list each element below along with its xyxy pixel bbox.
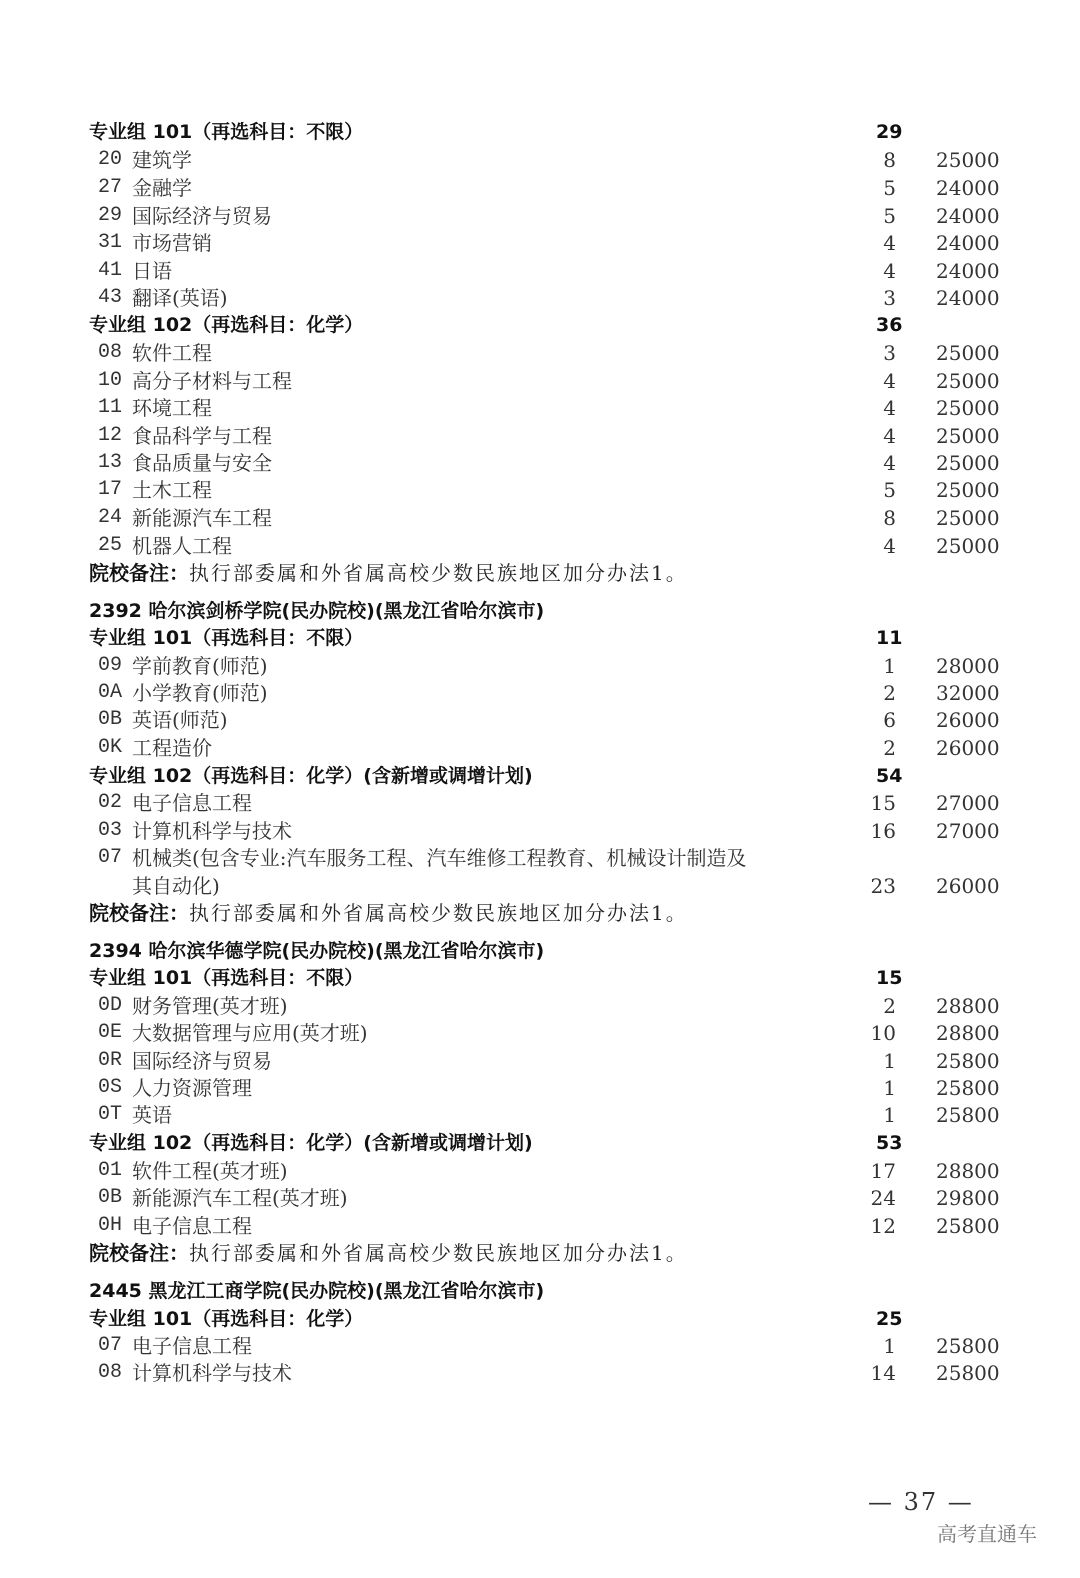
major-plan-count: 4 <box>883 231 896 255</box>
note-text: 执行部委属和外省属高校少数民族地区加分办法1。 <box>189 901 688 925</box>
major-name: 电子信息工程 <box>132 1214 252 1238</box>
major-plan-count: 24 <box>870 1186 896 1210</box>
major-code: 29 <box>98 204 123 227</box>
note-label: 院校备注： <box>89 1241 189 1265</box>
major-row <box>0 146 1080 174</box>
major-tuition: 25000 <box>936 506 1000 530</box>
major-plan-count: 5 <box>883 176 896 200</box>
major-plan-count: 1 <box>883 654 896 678</box>
major-code: 02 <box>98 791 123 814</box>
major-row <box>0 367 1080 395</box>
major-row <box>0 844 1080 872</box>
major-row <box>0 1184 1080 1212</box>
major-code: 43 <box>98 286 123 309</box>
major-tuition: 24000 <box>936 204 1000 228</box>
major-tuition: 29800 <box>936 1186 1000 1210</box>
major-name: 英语 <box>132 1103 172 1127</box>
major-row <box>0 202 1080 230</box>
major-tuition: 25000 <box>936 148 1000 172</box>
major-name: 市场营销 <box>132 231 212 255</box>
major-code: 0T <box>98 1103 123 1126</box>
major-code: 0B <box>98 1186 123 1209</box>
major-row <box>0 652 1080 680</box>
major-code: 07 <box>98 1334 123 1357</box>
major-row <box>0 174 1080 202</box>
major-name: 计算机科学与技术 <box>132 1361 292 1385</box>
major-plan-count: 4 <box>883 259 896 283</box>
major-name: 软件工程(英才班) <box>132 1159 288 1183</box>
major-row <box>0 339 1080 367</box>
major-row <box>0 449 1080 477</box>
major-plan-count: 2 <box>883 681 896 705</box>
major-plan-count: 12 <box>870 1214 896 1238</box>
major-name: 新能源汽车工程(英才班) <box>132 1186 348 1210</box>
major-tuition: 26000 <box>936 874 1000 898</box>
note-text: 执行部委属和外省属高校少数民族地区加分办法1。 <box>189 1241 688 1265</box>
major-plan-count: 17 <box>870 1159 896 1183</box>
major-tuition: 25000 <box>936 534 1000 558</box>
major-group-count: 11 <box>876 627 903 649</box>
major-plan-count: 3 <box>883 341 896 365</box>
major-row <box>0 706 1080 734</box>
major-code: 25 <box>98 534 123 557</box>
major-name: 电子信息工程 <box>132 791 252 815</box>
major-group-count: 53 <box>876 1132 903 1154</box>
school-header-row <box>0 937 1080 965</box>
major-tuition: 25800 <box>936 1076 1000 1100</box>
major-code: 0B <box>98 708 123 731</box>
major-name: 电子信息工程 <box>132 1334 252 1358</box>
major-row <box>0 1212 1080 1240</box>
major-plan-count: 4 <box>883 534 896 558</box>
major-row <box>0 229 1080 257</box>
major-tuition: 25000 <box>936 369 1000 393</box>
major-tuition: 25800 <box>936 1214 1000 1238</box>
major-tuition: 25000 <box>936 424 1000 448</box>
major-name: 食品质量与安全 <box>132 451 272 475</box>
major-code: 31 <box>98 231 123 254</box>
major-name: 建筑学 <box>132 148 192 172</box>
major-plan-count: 5 <box>883 478 896 502</box>
major-tuition: 28000 <box>936 654 1000 678</box>
major-tuition: 24000 <box>936 286 1000 310</box>
major-tuition: 25800 <box>936 1361 1000 1385</box>
note-label: 院校备注： <box>89 901 189 925</box>
major-name: 人力资源管理 <box>132 1076 252 1100</box>
major-tuition: 28800 <box>936 994 1000 1018</box>
school-note-row <box>0 559 1080 587</box>
major-code: 0R <box>98 1049 123 1072</box>
major-row <box>0 817 1080 845</box>
major-row <box>0 1047 1080 1075</box>
major-code: 0D <box>98 994 123 1017</box>
major-plan-count: 1 <box>883 1103 896 1127</box>
major-plan-count: 23 <box>870 874 896 898</box>
major-plan-count: 3 <box>883 286 896 310</box>
major-group-count: 25 <box>876 1308 903 1330</box>
major-plan-count: 6 <box>883 708 896 732</box>
major-plan-count: 2 <box>883 994 896 1018</box>
major-group-title: 专业组 101（再选科目：不限） <box>89 121 364 143</box>
major-row <box>0 532 1080 560</box>
major-plan-count: 4 <box>883 451 896 475</box>
major-row <box>0 257 1080 285</box>
major-name: 机器人工程 <box>132 534 232 558</box>
major-code: 12 <box>98 424 123 447</box>
major-plan-count: 5 <box>883 204 896 228</box>
major-tuition: 28800 <box>936 1021 1000 1045</box>
major-row <box>0 992 1080 1020</box>
major-tuition: 25800 <box>936 1049 1000 1073</box>
major-tuition: 24000 <box>936 259 1000 283</box>
major-code: 13 <box>98 451 123 474</box>
major-row <box>0 789 1080 817</box>
major-code: 08 <box>98 1361 123 1384</box>
major-group-title: 专业组 102（再选科目：化学）(含新增或调增计划) <box>89 765 533 787</box>
major-name: 机械类(包含专业:汽车服务工程、汽车维修工程教育、机械设计制造及 <box>132 846 747 870</box>
major-name: 小学教育(师范) <box>132 681 268 705</box>
major-name: 食品科学与工程 <box>132 424 272 448</box>
major-name: 国际经济与贸易 <box>132 1049 272 1073</box>
major-plan-count: 8 <box>883 148 896 172</box>
major-group-title: 专业组 101（再选科目：化学） <box>89 1308 364 1330</box>
major-tuition: 28800 <box>936 1159 1000 1183</box>
major-row <box>0 1332 1080 1360</box>
major-tuition: 25000 <box>936 478 1000 502</box>
major-tuition: 27000 <box>936 819 1000 843</box>
major-code: 10 <box>98 369 123 392</box>
major-group-title: 专业组 101（再选科目：不限） <box>89 967 364 989</box>
major-code: 24 <box>98 506 123 529</box>
major-tuition: 25000 <box>936 396 1000 420</box>
major-tuition: 25000 <box>936 451 1000 475</box>
major-plan-count: 1 <box>883 1076 896 1100</box>
major-row <box>0 872 1080 900</box>
major-name: 财务管理(英才班) <box>132 994 288 1018</box>
major-group-row <box>0 624 1080 652</box>
major-name: 国际经济与贸易 <box>132 204 272 228</box>
major-tuition: 25800 <box>936 1334 1000 1358</box>
major-name: 大数据管理与应用(英才班) <box>132 1021 368 1045</box>
school-title: 2394 哈尔滨华德学院(民办院校)(黑龙江省哈尔滨市) <box>89 940 545 962</box>
major-tuition: 25800 <box>936 1103 1000 1127</box>
major-group-row <box>0 762 1080 790</box>
note-label: 院校备注： <box>89 561 189 585</box>
major-code: 20 <box>98 148 123 171</box>
major-row <box>0 734 1080 762</box>
school-note-row <box>0 1239 1080 1267</box>
major-row <box>0 476 1080 504</box>
major-name: 土木工程 <box>132 478 212 502</box>
major-plan-count: 1 <box>883 1334 896 1358</box>
school-header-row <box>0 1277 1080 1305</box>
major-group-row <box>0 311 1080 339</box>
school-note <box>89 899 688 928</box>
major-row <box>0 422 1080 450</box>
major-group-count: 54 <box>876 765 903 787</box>
page-number: — 37 — <box>868 1488 974 1516</box>
school-note-row <box>0 899 1080 927</box>
major-code: 41 <box>98 259 123 282</box>
major-tuition: 24000 <box>936 176 1000 200</box>
major-group-row <box>0 964 1080 992</box>
school-title: 2445 黑龙江工商学院(民办院校)(黑龙江省哈尔滨市) <box>89 1280 545 1302</box>
major-group-title: 专业组 102（再选科目：化学）(含新增或调增计划) <box>89 1132 533 1154</box>
major-group-count: 36 <box>876 314 903 336</box>
major-group-row <box>0 1305 1080 1333</box>
major-tuition: 25000 <box>936 341 1000 365</box>
major-code: 07 <box>98 846 123 869</box>
major-name: 新能源汽车工程 <box>132 506 272 530</box>
major-row <box>0 1019 1080 1047</box>
watermark: 高考直通车 <box>937 1522 1037 1546</box>
major-plan-count: 8 <box>883 506 896 530</box>
major-code: 08 <box>98 341 123 364</box>
major-code: 0H <box>98 1214 123 1237</box>
major-plan-count: 2 <box>883 736 896 760</box>
major-code: 09 <box>98 654 123 677</box>
major-row <box>0 1359 1080 1387</box>
major-name: 学前教育(师范) <box>132 654 268 678</box>
major-tuition: 32000 <box>936 681 1000 705</box>
major-name: 计算机科学与技术 <box>132 819 292 843</box>
major-name: 软件工程 <box>132 341 212 365</box>
major-code: 03 <box>98 819 123 842</box>
major-plan-count: 10 <box>870 1021 896 1045</box>
major-plan-count: 1 <box>883 1049 896 1073</box>
major-tuition: 27000 <box>936 791 1000 815</box>
major-row <box>0 1157 1080 1185</box>
major-name: 日语 <box>132 259 172 283</box>
major-group-row <box>0 118 1080 146</box>
major-code: 27 <box>98 176 123 199</box>
major-group-count: 29 <box>876 121 903 143</box>
major-name: 金融学 <box>132 176 192 200</box>
major-code: 17 <box>98 478 123 501</box>
note-text: 执行部委属和外省属高校少数民族地区加分办法1。 <box>189 561 688 585</box>
major-name: 工程造价 <box>132 736 212 760</box>
major-name: 英语(师范) <box>132 708 228 732</box>
major-group-count: 15 <box>876 967 903 989</box>
major-group-row <box>0 1129 1080 1157</box>
major-plan-count: 14 <box>870 1361 896 1385</box>
major-plan-count: 16 <box>870 819 896 843</box>
major-group-title: 专业组 102（再选科目：化学） <box>89 314 364 336</box>
major-code: 0A <box>98 681 123 704</box>
major-code: 0S <box>98 1076 123 1099</box>
major-tuition: 24000 <box>936 231 1000 255</box>
major-code: 0E <box>98 1021 123 1044</box>
major-plan-count: 15 <box>870 791 896 815</box>
major-name: 高分子材料与工程 <box>132 369 292 393</box>
major-group-title: 专业组 101（再选科目：不限） <box>89 627 364 649</box>
major-code: 01 <box>98 1159 123 1182</box>
major-plan-count: 4 <box>883 424 896 448</box>
school-header-row <box>0 597 1080 625</box>
major-name: 环境工程 <box>132 396 212 420</box>
major-row <box>0 394 1080 422</box>
major-name: 其自动化) <box>132 874 220 898</box>
major-row <box>0 1074 1080 1102</box>
major-row <box>0 1101 1080 1129</box>
major-plan-count: 4 <box>883 369 896 393</box>
major-row <box>0 679 1080 707</box>
major-plan-count: 4 <box>883 396 896 420</box>
major-code: 0K <box>98 736 123 759</box>
major-name: 翻译(英语) <box>132 286 228 310</box>
school-title: 2392 哈尔滨剑桥学院(民办院校)(黑龙江省哈尔滨市) <box>89 600 545 622</box>
major-tuition: 26000 <box>936 708 1000 732</box>
major-row <box>0 504 1080 532</box>
school-note <box>89 559 688 588</box>
school-note <box>89 1239 688 1268</box>
major-row <box>0 284 1080 312</box>
major-code: 11 <box>98 396 123 419</box>
major-tuition: 26000 <box>936 736 1000 760</box>
